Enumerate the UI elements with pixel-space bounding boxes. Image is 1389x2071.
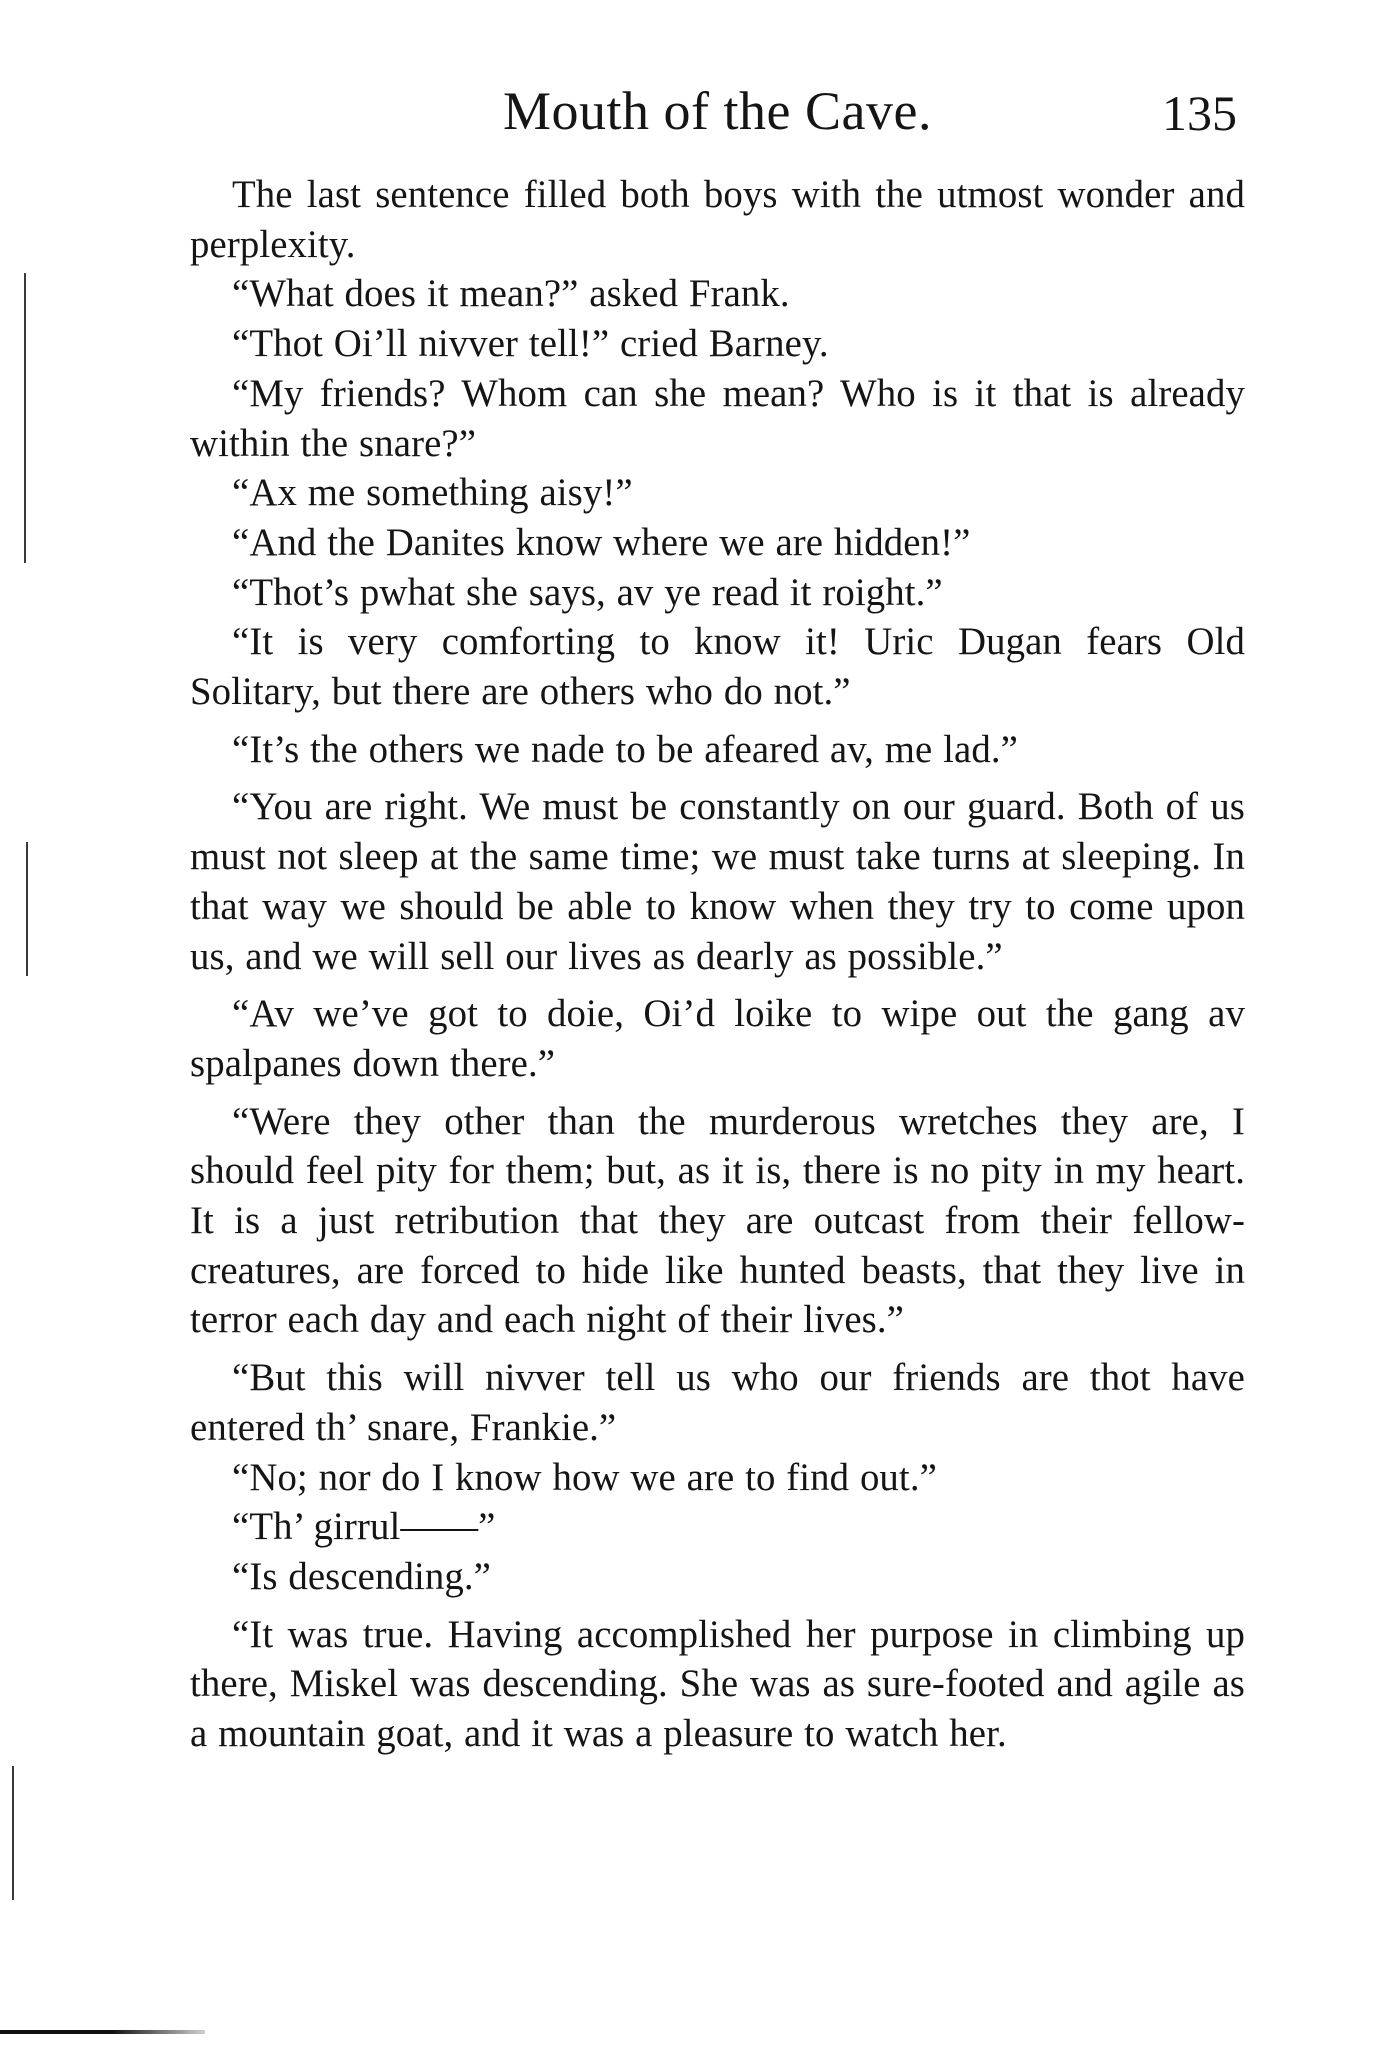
running-title: Mouth of the Cave. bbox=[503, 81, 932, 141]
paragraph: “It is very comforting to know it! Uric Dugan fears Old Solitary, but there are others who do not.” bbox=[190, 620, 1245, 714]
paragraph: “And the Danites know where we are hidden!” bbox=[232, 520, 971, 564]
paragraph: “You are right. We must be constantly on our guard. Both of us must not sleep at the same time; we must take turns at sleeping. In that way we should be able to know when they try to come upon us, and we will sell our lives as dearly as possible.” bbox=[190, 785, 1245, 978]
paragraph: “My friends? Whom can she mean? Who is it that is already within the snare?” bbox=[190, 371, 1245, 465]
margin-scan-mark bbox=[26, 842, 28, 976]
paragraph: “Thot’s pwhat she says, av ye read it roight.” bbox=[232, 570, 943, 614]
body-text bbox=[190, 170, 1245, 1759]
bottom-edge-rule bbox=[0, 2030, 205, 2034]
paragraph: “Is descending.” bbox=[232, 1554, 491, 1598]
paragraph: “Av we’ve got to doie, Oi’d loike to wipe out the gang av spalpanes down there.” bbox=[190, 992, 1245, 1085]
running-head bbox=[190, 78, 1245, 148]
page-number: 135 bbox=[1162, 85, 1237, 141]
paragraph: “No; nor do I know how we are to find out.” bbox=[232, 1455, 937, 1499]
paragraph: “It was true. Having accomplished her purpose in climbing up there, Miskel was descending. She was as sure-footed and agile as a mountain goat, and it was a pleasure to watch her. bbox=[190, 1612, 1245, 1756]
paragraph: “What does it mean?” asked Frank. bbox=[232, 272, 790, 316]
paragraph: “It’s the others we nade to be afeared av, me lad.” bbox=[232, 727, 1018, 771]
margin-scan-mark bbox=[24, 273, 26, 563]
paragraph: “Ax me something aisy!” bbox=[232, 471, 633, 515]
paragraph: “Were they other than the murderous wretches they are, I should feel pity for them; but, as it is, there is no pity in my heart. It is a just retribution that they are outcast from their fellow-creatures, are forced to hide like hunted beasts, that they live in terror each day and each night of their lives.” bbox=[190, 1099, 1245, 1342]
paragraph: “Th’ girrul——” bbox=[232, 1505, 496, 1549]
paragraph: “Thot Oi’ll nivver tell!” cried Barney. bbox=[232, 322, 829, 366]
paragraph: The last sentence filled both boys with the utmost wonder and perplexity. bbox=[190, 173, 1245, 266]
paragraph: “But this will nivver tell us who our friends are thot have entered th’ snare, Frankie.” bbox=[190, 1356, 1245, 1449]
margin-scan-mark bbox=[12, 1766, 14, 1900]
